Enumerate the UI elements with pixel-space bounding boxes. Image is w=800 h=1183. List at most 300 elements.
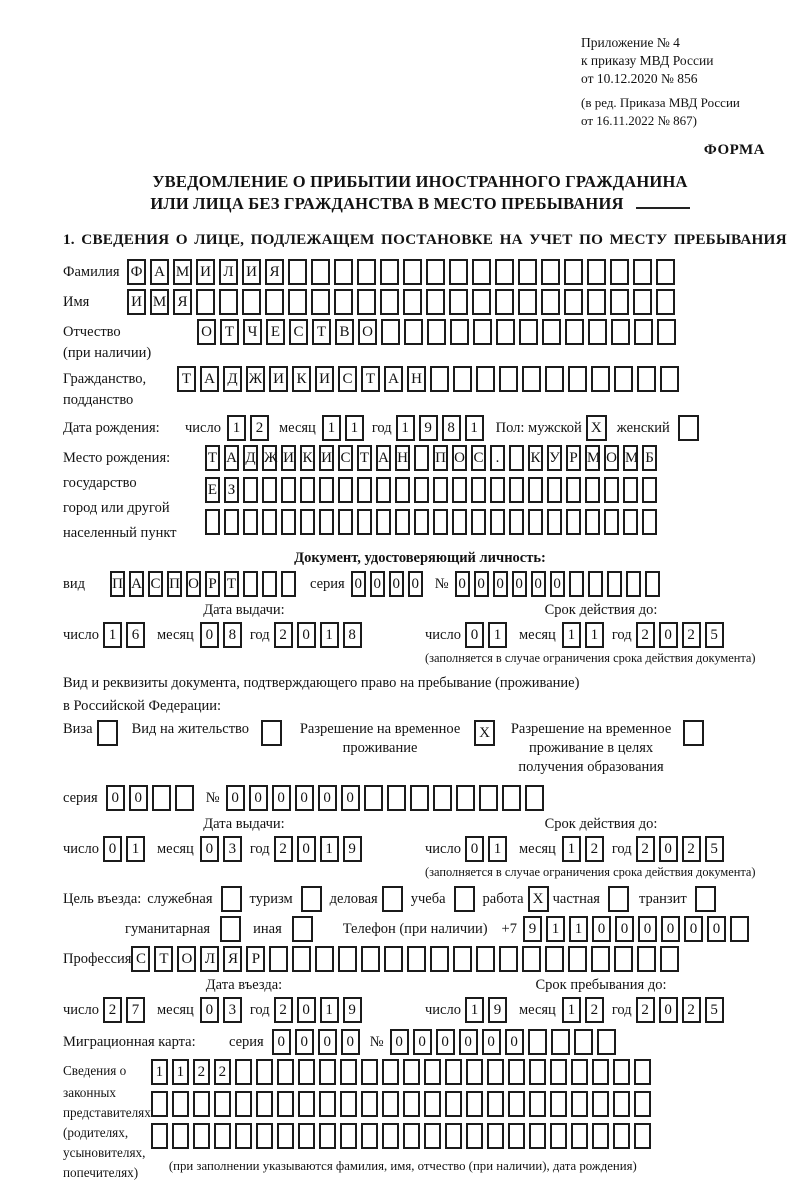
char-cell[interactable] [588, 319, 607, 345]
char-cell[interactable] [645, 571, 660, 597]
char-cell[interactable]: 2 [585, 997, 604, 1023]
char-cell[interactable]: С [471, 445, 486, 471]
char-cell[interactable] [508, 1059, 525, 1085]
char-cell[interactable] [476, 946, 495, 972]
char-cell[interactable] [566, 509, 581, 535]
char-cell[interactable] [642, 477, 657, 503]
char-cell[interactable] [243, 571, 258, 597]
char-cell[interactable]: Ж [262, 445, 277, 471]
char-cell[interactable] [269, 946, 288, 972]
char-cell[interactable] [298, 1123, 315, 1149]
char-cell[interactable] [152, 785, 171, 811]
char-cell[interactable]: Р [566, 445, 581, 471]
char-cell[interactable] [607, 571, 622, 597]
char-cell[interactable] [357, 289, 376, 315]
char-cell[interactable] [414, 509, 429, 535]
char-cell[interactable] [730, 916, 749, 942]
char-cell[interactable]: Т [312, 319, 331, 345]
char-cell[interactable] [550, 1091, 567, 1117]
char-cell[interactable] [591, 946, 610, 972]
char-cell[interactable] [242, 289, 261, 315]
char-cell[interactable]: 1 [546, 916, 565, 942]
char-cell[interactable]: Р [246, 946, 265, 972]
char-cell[interactable]: 7 [126, 997, 145, 1023]
char-cell[interactable] [528, 1029, 547, 1055]
char-cell[interactable]: 0 [389, 571, 404, 597]
char-cell[interactable]: 0 [455, 571, 470, 597]
char-cell[interactable]: 0 [390, 1029, 409, 1055]
char-cell[interactable] [315, 946, 334, 972]
char-cell[interactable]: 0 [200, 997, 219, 1023]
char-cell[interactable] [256, 1123, 273, 1149]
char-cell[interactable]: М [585, 445, 600, 471]
char-cell[interactable] [407, 946, 426, 972]
char-cell[interactable] [490, 477, 505, 503]
char-cell[interactable] [224, 509, 239, 535]
char-cell[interactable] [361, 1123, 378, 1149]
char-cell[interactable] [426, 289, 445, 315]
char-cell[interactable] [319, 477, 334, 503]
char-cell[interactable] [256, 1059, 273, 1085]
char-cell[interactable] [453, 366, 472, 392]
char-cell[interactable]: 2 [585, 836, 604, 862]
char-cell[interactable] [311, 259, 330, 285]
char-cell[interactable] [364, 785, 383, 811]
char-cell[interactable] [414, 477, 429, 503]
char-cell[interactable]: И [315, 366, 334, 392]
char-cell[interactable]: 0 [226, 785, 245, 811]
char-cell[interactable] [633, 259, 652, 285]
char-cell[interactable]: 0 [505, 1029, 524, 1055]
char-cell[interactable] [449, 289, 468, 315]
char-cell[interactable]: 1 [562, 622, 581, 648]
char-cell[interactable] [387, 785, 406, 811]
char-cell[interactable] [384, 946, 403, 972]
char-cell[interactable] [357, 259, 376, 285]
char-cell[interactable] [613, 1059, 630, 1085]
char-cell[interactable] [623, 509, 638, 535]
char-cell[interactable]: 0 [272, 785, 291, 811]
char-cell[interactable] [541, 289, 560, 315]
char-cell[interactable] [235, 1091, 252, 1117]
char-cell[interactable] [571, 1123, 588, 1149]
char-cell[interactable] [292, 946, 311, 972]
char-cell[interactable]: А [384, 366, 403, 392]
char-cell[interactable] [471, 477, 486, 503]
char-cell[interactable] [381, 319, 400, 345]
char-cell[interactable]: 0 [297, 622, 316, 648]
char-cell[interactable] [424, 1091, 441, 1117]
char-cell[interactable]: З [224, 477, 239, 503]
char-cell[interactable] [592, 1059, 609, 1085]
char-cell[interactable] [660, 946, 679, 972]
char-cell[interactable]: 0 [436, 1029, 455, 1055]
char-cell[interactable]: 1 [172, 1059, 189, 1085]
char-cell[interactable]: Т [154, 946, 173, 972]
char-cell[interactable]: 0 [661, 916, 680, 942]
char-cell[interactable] [613, 1123, 630, 1149]
char-cell[interactable] [424, 1123, 441, 1149]
char-cell[interactable]: Ч [243, 319, 262, 345]
char-cell[interactable]: 5 [705, 997, 724, 1023]
char-cell[interactable] [452, 509, 467, 535]
char-cell[interactable] [235, 1059, 252, 1085]
char-cell[interactable]: П [167, 571, 182, 597]
char-cell[interactable]: 0 [200, 622, 219, 648]
char-cell[interactable] [376, 509, 391, 535]
char-cell[interactable] [499, 366, 518, 392]
char-cell[interactable] [502, 785, 521, 811]
char-cell[interactable]: 0 [659, 622, 678, 648]
char-cell[interactable] [288, 289, 307, 315]
char-cell[interactable]: О [177, 946, 196, 972]
char-cell[interactable]: 1 [585, 622, 604, 648]
char-cell[interactable] [382, 1059, 399, 1085]
char-cell[interactable] [565, 319, 584, 345]
char-cell[interactable] [591, 366, 610, 392]
char-cell[interactable] [509, 509, 524, 535]
char-cell[interactable]: 0 [408, 571, 423, 597]
char-cell[interactable] [265, 289, 284, 315]
char-cell[interactable]: Д [223, 366, 242, 392]
char-cell[interactable]: 1 [562, 997, 581, 1023]
char-cell[interactable]: 0 [129, 785, 148, 811]
char-cell[interactable] [637, 366, 656, 392]
purpose-official-checkbox[interactable] [221, 886, 242, 912]
char-cell[interactable]: 0 [482, 1029, 501, 1055]
char-cell[interactable] [634, 1123, 651, 1149]
char-cell[interactable] [656, 289, 675, 315]
char-cell[interactable]: 9 [343, 997, 362, 1023]
char-cell[interactable]: И [196, 259, 215, 285]
char-cell[interactable] [610, 259, 629, 285]
purpose-tourism-checkbox[interactable] [301, 886, 322, 912]
char-cell[interactable] [466, 1123, 483, 1149]
char-cell[interactable] [568, 946, 587, 972]
char-cell[interactable] [522, 946, 541, 972]
char-cell[interactable] [496, 319, 515, 345]
char-cell[interactable]: 1 [103, 622, 122, 648]
char-cell[interactable]: 5 [705, 622, 724, 648]
char-cell[interactable] [585, 509, 600, 535]
char-cell[interactable] [545, 946, 564, 972]
char-cell[interactable] [219, 289, 238, 315]
char-cell[interactable]: 0 [413, 1029, 432, 1055]
char-cell[interactable]: 9 [488, 997, 507, 1023]
char-cell[interactable] [338, 477, 353, 503]
char-cell[interactable] [604, 509, 619, 535]
char-cell[interactable]: 9 [343, 836, 362, 862]
char-cell[interactable] [472, 289, 491, 315]
char-cell[interactable] [311, 289, 330, 315]
char-cell[interactable] [277, 1123, 294, 1149]
purpose-humanitarian-checkbox[interactable] [220, 916, 241, 942]
char-cell[interactable] [542, 319, 561, 345]
char-cell[interactable]: Я [265, 259, 284, 285]
char-cell[interactable]: У [547, 445, 562, 471]
char-cell[interactable]: 0 [341, 1029, 360, 1055]
char-cell[interactable] [508, 1123, 525, 1149]
char-cell[interactable] [433, 477, 448, 503]
char-cell[interactable] [490, 509, 505, 535]
char-cell[interactable]: 3 [223, 836, 242, 862]
char-cell[interactable]: О [358, 319, 377, 345]
char-cell[interactable] [172, 1123, 189, 1149]
char-cell[interactable]: П [433, 445, 448, 471]
char-cell[interactable] [571, 1091, 588, 1117]
char-cell[interactable] [319, 1091, 336, 1117]
char-cell[interactable] [545, 366, 564, 392]
char-cell[interactable]: Д [243, 445, 258, 471]
char-cell[interactable]: 0 [465, 836, 484, 862]
char-cell[interactable]: 2 [682, 622, 701, 648]
char-cell[interactable] [592, 1123, 609, 1149]
char-cell[interactable]: 9 [523, 916, 542, 942]
char-cell[interactable]: 0 [351, 571, 366, 597]
char-cell[interactable] [633, 289, 652, 315]
char-cell[interactable] [426, 259, 445, 285]
char-cell[interactable]: Я [223, 946, 242, 972]
purpose-private-checkbox[interactable] [608, 886, 629, 912]
char-cell[interactable]: 0 [659, 997, 678, 1023]
char-cell[interactable] [569, 571, 584, 597]
char-cell[interactable] [450, 319, 469, 345]
char-cell[interactable] [433, 785, 452, 811]
char-cell[interactable] [508, 1091, 525, 1117]
char-cell[interactable] [487, 1091, 504, 1117]
char-cell[interactable] [528, 509, 543, 535]
char-cell[interactable] [456, 785, 475, 811]
char-cell[interactable]: Л [200, 946, 219, 972]
char-cell[interactable] [361, 1059, 378, 1085]
char-cell[interactable] [338, 946, 357, 972]
sex-male-checkbox[interactable]: X [586, 415, 607, 441]
char-cell[interactable] [151, 1123, 168, 1149]
char-cell[interactable]: 1 [488, 836, 507, 862]
char-cell[interactable]: С [289, 319, 308, 345]
char-cell[interactable]: 0 [297, 997, 316, 1023]
char-cell[interactable]: М [623, 445, 638, 471]
char-cell[interactable]: А [129, 571, 144, 597]
char-cell[interactable]: 1 [227, 415, 246, 441]
char-cell[interactable]: 2 [274, 622, 293, 648]
char-cell[interactable] [196, 289, 215, 315]
char-cell[interactable]: 2 [193, 1059, 210, 1085]
char-cell[interactable]: Л [219, 259, 238, 285]
char-cell[interactable]: 0 [707, 916, 726, 942]
char-cell[interactable] [300, 509, 315, 535]
char-cell[interactable]: 1 [320, 622, 339, 648]
char-cell[interactable]: Е [266, 319, 285, 345]
char-cell[interactable] [175, 785, 194, 811]
char-cell[interactable] [433, 509, 448, 535]
char-cell[interactable] [610, 289, 629, 315]
char-cell[interactable]: 0 [295, 785, 314, 811]
char-cell[interactable] [357, 509, 372, 535]
char-cell[interactable] [473, 319, 492, 345]
char-cell[interactable]: Т [357, 445, 372, 471]
char-cell[interactable] [453, 946, 472, 972]
char-cell[interactable]: В [335, 319, 354, 345]
char-cell[interactable] [262, 571, 277, 597]
char-cell[interactable]: Н [407, 366, 426, 392]
char-cell[interactable] [634, 319, 653, 345]
char-cell[interactable] [564, 289, 583, 315]
char-cell[interactable] [597, 1029, 616, 1055]
char-cell[interactable]: 0 [295, 1029, 314, 1055]
char-cell[interactable]: 1 [345, 415, 364, 441]
char-cell[interactable] [660, 366, 679, 392]
char-cell[interactable] [380, 259, 399, 285]
char-cell[interactable] [568, 366, 587, 392]
char-cell[interactable] [445, 1059, 462, 1085]
char-cell[interactable]: И [242, 259, 261, 285]
char-cell[interactable] [657, 319, 676, 345]
char-cell[interactable]: Н [395, 445, 410, 471]
char-cell[interactable] [281, 571, 296, 597]
char-cell[interactable]: 0 [550, 571, 565, 597]
char-cell[interactable] [529, 1091, 546, 1117]
temp-permit-checkbox[interactable]: X [474, 720, 495, 746]
char-cell[interactable]: 0 [615, 916, 634, 942]
char-cell[interactable]: 9 [419, 415, 438, 441]
char-cell[interactable] [403, 289, 422, 315]
char-cell[interactable]: А [150, 259, 169, 285]
char-cell[interactable] [495, 259, 514, 285]
char-cell[interactable]: К [292, 366, 311, 392]
char-cell[interactable] [550, 1123, 567, 1149]
char-cell[interactable]: 1 [320, 836, 339, 862]
char-cell[interactable]: 0 [318, 785, 337, 811]
visa-checkbox[interactable] [97, 720, 118, 746]
char-cell[interactable] [564, 259, 583, 285]
char-cell[interactable] [518, 259, 537, 285]
char-cell[interactable] [466, 1059, 483, 1085]
char-cell[interactable] [277, 1091, 294, 1117]
char-cell[interactable]: 1 [562, 836, 581, 862]
char-cell[interactable] [656, 259, 675, 285]
char-cell[interactable]: 1 [465, 415, 484, 441]
char-cell[interactable]: 0 [531, 571, 546, 597]
char-cell[interactable] [340, 1091, 357, 1117]
char-cell[interactable]: М [173, 259, 192, 285]
char-cell[interactable]: 0 [106, 785, 125, 811]
char-cell[interactable]: Т [177, 366, 196, 392]
char-cell[interactable]: Т [205, 445, 220, 471]
char-cell[interactable] [361, 1091, 378, 1117]
char-cell[interactable] [592, 1091, 609, 1117]
char-cell[interactable] [338, 509, 353, 535]
char-cell[interactable]: . [490, 445, 505, 471]
char-cell[interactable] [235, 1123, 252, 1149]
char-cell[interactable]: 8 [343, 622, 362, 648]
char-cell[interactable] [634, 1059, 651, 1085]
char-cell[interactable]: 0 [370, 571, 385, 597]
char-cell[interactable] [403, 259, 422, 285]
char-cell[interactable] [298, 1091, 315, 1117]
char-cell[interactable] [495, 289, 514, 315]
char-cell[interactable]: 2 [214, 1059, 231, 1085]
char-cell[interactable] [525, 785, 544, 811]
purpose-transit-checkbox[interactable] [695, 886, 716, 912]
char-cell[interactable] [382, 1091, 399, 1117]
char-cell[interactable]: 1 [465, 997, 484, 1023]
char-cell[interactable] [452, 477, 467, 503]
char-cell[interactable] [614, 946, 633, 972]
char-cell[interactable] [613, 1091, 630, 1117]
char-cell[interactable] [587, 259, 606, 285]
char-cell[interactable] [588, 571, 603, 597]
char-cell[interactable] [585, 477, 600, 503]
char-cell[interactable]: 0 [341, 785, 360, 811]
char-cell[interactable] [243, 509, 258, 535]
char-cell[interactable]: К [300, 445, 315, 471]
char-cell[interactable] [361, 946, 380, 972]
char-cell[interactable]: 0 [465, 622, 484, 648]
char-cell[interactable] [466, 1091, 483, 1117]
char-cell[interactable] [509, 445, 524, 471]
char-cell[interactable] [193, 1091, 210, 1117]
char-cell[interactable] [551, 1029, 570, 1055]
char-cell[interactable]: 0 [684, 916, 703, 942]
char-cell[interactable] [604, 477, 619, 503]
char-cell[interactable] [471, 509, 486, 535]
char-cell[interactable] [587, 289, 606, 315]
char-cell[interactable] [547, 477, 562, 503]
char-cell[interactable]: 3 [223, 997, 242, 1023]
char-cell[interactable]: П [110, 571, 125, 597]
char-cell[interactable]: 0 [249, 785, 268, 811]
char-cell[interactable]: Ж [246, 366, 265, 392]
char-cell[interactable] [445, 1091, 462, 1117]
char-cell[interactable] [281, 509, 296, 535]
char-cell[interactable] [623, 477, 638, 503]
char-cell[interactable]: С [338, 366, 357, 392]
char-cell[interactable]: О [604, 445, 619, 471]
char-cell[interactable] [403, 1123, 420, 1149]
char-cell[interactable] [243, 477, 258, 503]
char-cell[interactable]: С [338, 445, 353, 471]
char-cell[interactable] [340, 1059, 357, 1085]
char-cell[interactable] [334, 259, 353, 285]
char-cell[interactable] [445, 1123, 462, 1149]
char-cell[interactable]: А [224, 445, 239, 471]
char-cell[interactable] [262, 509, 277, 535]
char-cell[interactable] [518, 289, 537, 315]
char-cell[interactable]: 0 [318, 1029, 337, 1055]
char-cell[interactable] [519, 319, 538, 345]
sex-female-checkbox[interactable] [678, 415, 699, 441]
char-cell[interactable]: К [528, 445, 543, 471]
char-cell[interactable]: 0 [493, 571, 508, 597]
char-cell[interactable] [214, 1091, 231, 1117]
char-cell[interactable]: 1 [396, 415, 415, 441]
char-cell[interactable] [395, 509, 410, 535]
char-cell[interactable] [626, 571, 641, 597]
char-cell[interactable]: А [200, 366, 219, 392]
purpose-business-checkbox[interactable] [382, 886, 403, 912]
edu-permit-checkbox[interactable] [683, 720, 704, 746]
char-cell[interactable] [479, 785, 498, 811]
char-cell[interactable] [193, 1123, 210, 1149]
char-cell[interactable]: 0 [272, 1029, 291, 1055]
purpose-work-checkbox[interactable]: X [528, 886, 549, 912]
char-cell[interactable] [611, 319, 630, 345]
char-cell[interactable] [528, 477, 543, 503]
char-cell[interactable]: 0 [200, 836, 219, 862]
char-cell[interactable] [172, 1091, 189, 1117]
char-cell[interactable] [256, 1091, 273, 1117]
